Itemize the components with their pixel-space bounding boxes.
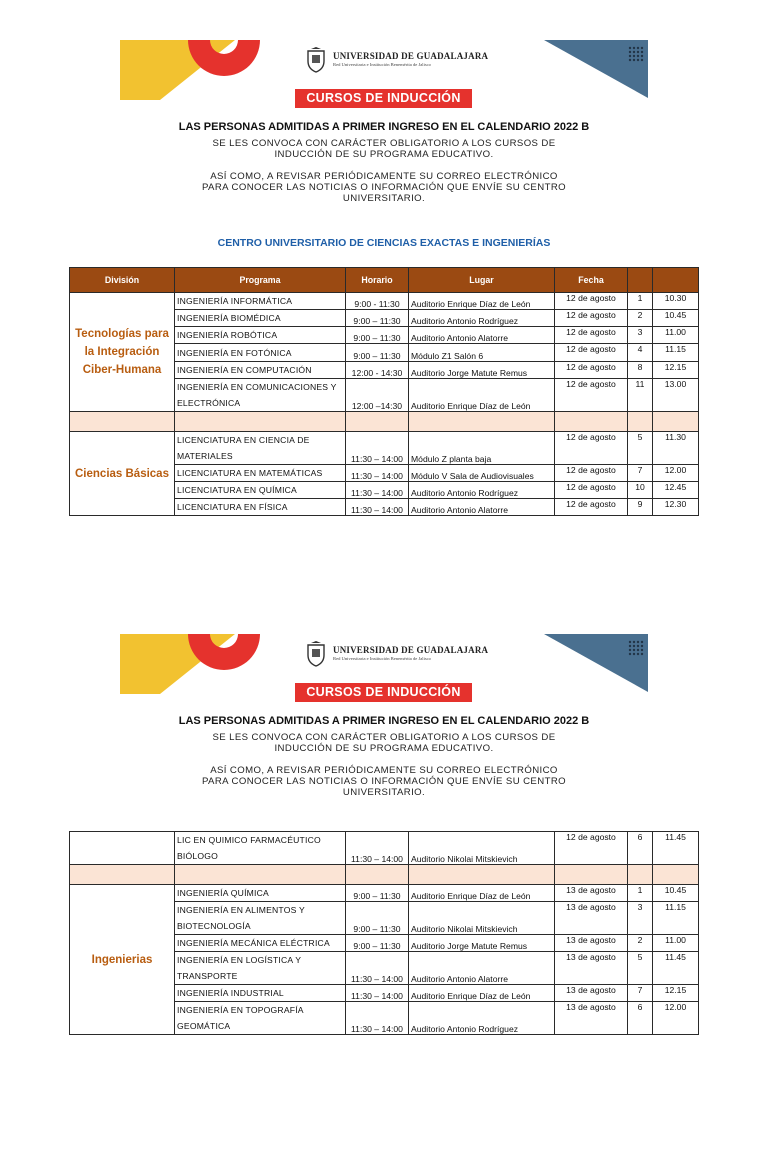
university-seal-icon: [305, 641, 327, 667]
place-cell: Auditorio Nikolai Mitskievich: [409, 902, 555, 935]
place-cell: Auditorio Antonio Rodríguez: [409, 1002, 555, 1035]
notice-paragraph-2: ASÍ COMO, A REVISAR PERIÓDICAMENTE SU CORREO ELECTRÓNICO PARA CONOCER LAS NOTICIAS O INFORMACIÓN QUE ENVÍE SU CENTRO UNIVERSITARIO.: [201, 765, 567, 798]
notice-paragraph-1: SE LES CONVOCA CON CARÁCTER OBLIGATORIO A LOS CURSOS DE INDUCCIÓN DE SU PROGRAMA EDUCATIVO.: [212, 138, 556, 160]
date-cell: 13 de agosto: [555, 952, 628, 985]
hour-cell: 12.00: [653, 465, 699, 482]
place-cell: Auditorio Jorge Matute Remus: [409, 362, 555, 379]
division-label: Ingenierias: [70, 885, 175, 1035]
program-cell: INGENIERÍA EN TOPOGRAFÍA GEOMÁTICA: [175, 1002, 346, 1035]
time-cell: 9:00 – 11:30: [346, 885, 409, 902]
table-row: [70, 432, 699, 465]
date-cell: 12 de agosto: [555, 432, 628, 465]
hour-cell: 11.00: [653, 327, 699, 344]
hour-cell: 10.45: [653, 310, 699, 327]
time-cell: 11:30 – 14:00: [346, 832, 409, 865]
division-empty-cell: [70, 832, 175, 865]
university-subtitle: Red Universitaria e Institución Benemérita de Jalisco: [333, 62, 431, 68]
date-cell: 13 de agosto: [555, 1002, 628, 1035]
university-name: UNIVERSIDAD DE GUADALAJARA: [333, 645, 489, 656]
date-cell: 12 de agosto: [555, 310, 628, 327]
schedule-table-2: [69, 831, 699, 1035]
time-cell: 9:00 – 11:30: [346, 935, 409, 952]
time-cell: 12:00 - 14:30: [346, 362, 409, 379]
program-cell: LICENCIATURA EN FÍSICA: [175, 499, 346, 516]
separator-row: [70, 865, 699, 885]
induction-banner: CURSOS DE INDUCCIÓN: [295, 89, 472, 108]
order-cell: 8: [628, 362, 653, 379]
program-cell: INGENIERÍA MECÁNICA ELÉCTRICA: [175, 935, 346, 952]
time-cell: 11:30 – 14:00: [346, 1002, 409, 1035]
table-header-row: [70, 268, 699, 293]
time-cell: 9:00 - 11:30: [346, 293, 409, 310]
date-cell: 12 de agosto: [555, 499, 628, 516]
hour-cell: 11.00: [653, 935, 699, 952]
order-cell: 5: [628, 432, 653, 465]
hour-cell: 12.15: [653, 985, 699, 1002]
program-cell: INGENIERÍA INFORMÁTICA: [175, 293, 346, 310]
table-row: [70, 293, 699, 310]
place-cell: Auditorio Antonio Rodríguez: [409, 482, 555, 499]
place-cell: Auditorio Antonio Alatorre: [409, 327, 555, 344]
university-logo: [305, 640, 488, 668]
time-cell: 11:30 – 14:00: [346, 499, 409, 516]
date-cell: 12 de agosto: [555, 482, 628, 499]
place-cell: Auditorio Enrique Díaz de León: [409, 885, 555, 902]
program-cell: INGENIERÍA EN COMUNICACIONES Y ELECTRÓNICA: [175, 379, 346, 412]
column-header-lugar: Lugar: [409, 268, 555, 293]
place-cell: Auditorio Enrique Díaz de León: [409, 293, 555, 310]
university-name: UNIVERSIDAD DE GUADALAJARA: [333, 51, 489, 62]
time-cell: 9:00 – 11:30: [346, 327, 409, 344]
date-cell: 12 de agosto: [555, 379, 628, 412]
university-subtitle: Red Universitaria e Institución Benemérita de Jalisco: [333, 656, 431, 662]
place-cell: Auditorio Jorge Matute Remus: [409, 935, 555, 952]
time-cell: 11:30 – 14:00: [346, 432, 409, 465]
headline: LAS PERSONAS ADMITIDAS A PRIMER INGRESO EN EL CALENDARIO 2022 B: [178, 121, 590, 133]
program-cell: INGENIERÍA EN ALIMENTOS Y BIOTECNOLOGÍA: [175, 902, 346, 935]
place-cell: Auditorio Antonio Alatorre: [409, 952, 555, 985]
university-logo: [305, 46, 488, 74]
hour-cell: 13.00: [653, 379, 699, 412]
notice-paragraph-1: SE LES CONVOCA CON CARÁCTER OBLIGATORIO A LOS CURSOS DE INDUCCIÓN DE SU PROGRAMA EDUCATIVO.: [212, 732, 556, 754]
order-cell: 11: [628, 379, 653, 412]
hour-cell: 10.45: [653, 885, 699, 902]
hour-cell: 11.15: [653, 344, 699, 362]
place-cell: Módulo V Sala de Audiovisuales: [409, 465, 555, 482]
order-cell: 9: [628, 499, 653, 516]
program-cell: INGENIERÍA BIOMÉDICA: [175, 310, 346, 327]
table-row: [70, 885, 699, 902]
date-cell: 12 de agosto: [555, 327, 628, 344]
order-cell: 6: [628, 832, 653, 865]
notice-paragraph-2: ASÍ COMO, A REVISAR PERIÓDICAMENTE SU CORREO ELECTRÓNICO PARA CONOCER LAS NOTICIAS O INFORMACIÓN QUE ENVÍE SU CENTRO UNIVERSITARIO.: [201, 171, 567, 204]
time-cell: 11:30 – 14:00: [346, 465, 409, 482]
time-cell: 11:30 – 14:00: [346, 952, 409, 985]
hour-cell: 11.30: [653, 432, 699, 465]
hour-cell: 11.45: [653, 832, 699, 865]
hour-cell: 12.15: [653, 362, 699, 379]
program-cell: INGENIERÍA EN COMPUTACIÓN: [175, 362, 346, 379]
order-cell: 5: [628, 952, 653, 985]
order-cell: 2: [628, 935, 653, 952]
time-cell: 9:00 – 11:30: [346, 310, 409, 327]
date-cell: 12 de agosto: [555, 362, 628, 379]
time-cell: 11:30 – 14:00: [346, 482, 409, 499]
place-cell: Auditorio Enrique Díaz de León: [409, 985, 555, 1002]
decorative-shapes-right: [544, 634, 648, 692]
order-cell: 1: [628, 885, 653, 902]
decorative-shapes-left: [120, 634, 260, 694]
university-seal-icon: [305, 47, 327, 73]
column-header-division: División: [70, 268, 175, 293]
date-cell: 12 de agosto: [555, 465, 628, 482]
place-cell: Auditorio Antonio Alatorre: [409, 499, 555, 516]
place-cell: Módulo Z1 Salón 6: [409, 344, 555, 362]
order-cell: 7: [628, 465, 653, 482]
column-header-programa: Programa: [175, 268, 346, 293]
date-cell: 12 de agosto: [555, 344, 628, 362]
program-cell: INGENIERÍA INDUSTRIAL: [175, 985, 346, 1002]
induction-banner: CURSOS DE INDUCCIÓN: [295, 683, 472, 702]
program-cell: INGENIERÍA QUÍMICA: [175, 885, 346, 902]
column-header-fecha: Fecha: [555, 268, 628, 293]
order-cell: 1: [628, 293, 653, 310]
hour-cell: 12.30: [653, 499, 699, 516]
column-header-horario: Horario: [346, 268, 409, 293]
hour-cell: 12.45: [653, 482, 699, 499]
division-label: Ciencias Básicas: [70, 432, 175, 516]
program-cell: INGENIERÍA ROBÓTICA: [175, 327, 346, 344]
table-row: [70, 832, 699, 865]
schedule-table-1: [69, 267, 699, 516]
date-cell: 13 de agosto: [555, 985, 628, 1002]
hour-cell: 11.15: [653, 902, 699, 935]
program-cell: INGENIERÍA EN FOTÓNICA: [175, 344, 346, 362]
time-cell: 12:00 –14:30: [346, 379, 409, 412]
date-cell: 13 de agosto: [555, 935, 628, 952]
order-cell: 7: [628, 985, 653, 1002]
order-cell: 2: [628, 310, 653, 327]
hour-cell: 10.30: [653, 293, 699, 310]
hour-cell: 12.00: [653, 1002, 699, 1035]
order-cell: 3: [628, 327, 653, 344]
program-cell: INGENIERÍA EN LOGÍSTICA Y TRANSPORTE: [175, 952, 346, 985]
date-cell: 13 de agosto: [555, 885, 628, 902]
program-cell: LICENCIATURA EN QUÍMICA: [175, 482, 346, 499]
program-cell: LICENCIATURA EN CIENCIA DE MATERIALES: [175, 432, 346, 465]
decorative-shapes-right: [544, 40, 648, 98]
date-cell: 13 de agosto: [555, 902, 628, 935]
place-cell: Auditorio Antonio Rodríguez: [409, 310, 555, 327]
time-cell: 9:00 – 11:30: [346, 344, 409, 362]
date-cell: 12 de agosto: [555, 832, 628, 865]
headline: LAS PERSONAS ADMITIDAS A PRIMER INGRESO EN EL CALENDARIO 2022 B: [178, 715, 590, 727]
program-cell: LIC EN QUIMICO FARMACÉUTICO BIÓLOGO: [175, 832, 346, 865]
column-header-number: [628, 268, 653, 293]
column-header-hour: [653, 268, 699, 293]
order-cell: 3: [628, 902, 653, 935]
time-cell: 11:30 – 14:00: [346, 985, 409, 1002]
centro-title: CENTRO UNIVERSITARIO DE CIENCIAS EXACTAS E INGENIERÍAS: [217, 237, 551, 249]
order-cell: 4: [628, 344, 653, 362]
division-label: Tecnologías para la Integración Ciber-Humana: [70, 293, 175, 412]
order-cell: 10: [628, 482, 653, 499]
separator-row: [70, 412, 699, 432]
place-cell: Auditorio Enrique Díaz de León: [409, 379, 555, 412]
order-cell: 6: [628, 1002, 653, 1035]
decorative-shapes-left: [120, 40, 260, 100]
place-cell: Auditorio Nikolai Mitskievich: [409, 832, 555, 865]
place-cell: Módulo Z planta baja: [409, 432, 555, 465]
time-cell: 9:00 – 11:30: [346, 902, 409, 935]
hour-cell: 11.45: [653, 952, 699, 985]
program-cell: LICENCIATURA EN MATEMÁTICAS: [175, 465, 346, 482]
date-cell: 12 de agosto: [555, 293, 628, 310]
